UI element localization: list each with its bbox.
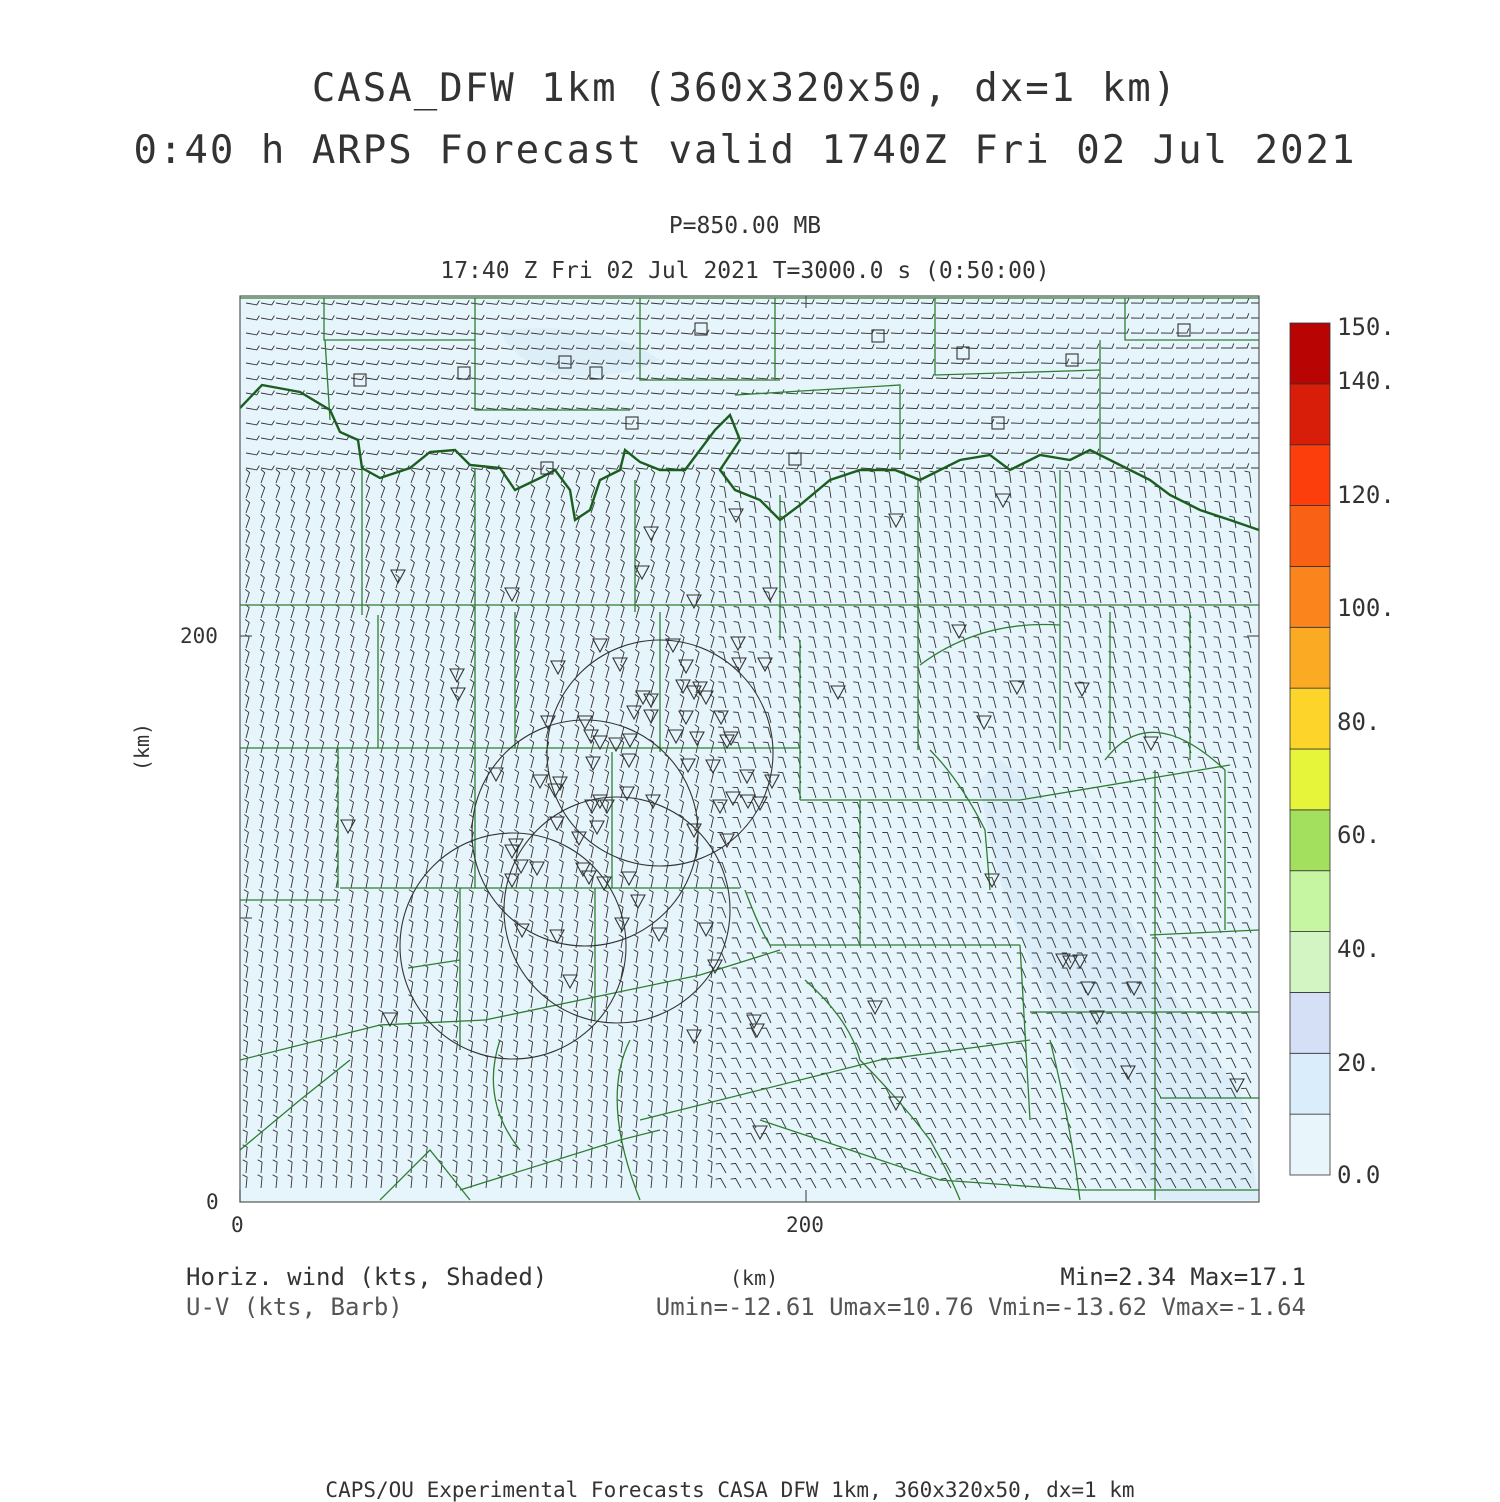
y-axis-label: (km) (130, 722, 155, 772)
colorbar-bin (1290, 992, 1330, 1053)
colorbar-bin (1290, 1053, 1330, 1114)
colorbar-label: 40. (1337, 935, 1381, 963)
colorbar-bin (1290, 323, 1330, 384)
footer-credit: CAPS/OU Experimental Forecasts CASA DFW 1km, 360x320x50, dx=1 km (325, 1478, 1135, 1502)
colorbar-label: 120. (1337, 481, 1395, 509)
colorbar-label: 60. (1337, 821, 1381, 849)
colorbar-label: 100. (1337, 594, 1395, 622)
colorbar-bin (1290, 871, 1330, 932)
map-title-line1: CASA_DFW 1km (360x320x50, dx=1 km) (311, 66, 1179, 111)
map-title-line2: 0:40 h ARPS Forecast valid 1740Z Fri 02 Jul 2021 (133, 128, 1357, 173)
y-tick-label: 0 (206, 1190, 219, 1214)
barb-description: U-V (kts, Barb) (186, 1293, 403, 1321)
x-tick-label: 200 (786, 1213, 824, 1237)
colorbar-bin (1290, 445, 1330, 506)
x-axis-label: (km) (730, 1266, 779, 1290)
colorbar-bin (1290, 384, 1330, 445)
colorbar-bin (1290, 932, 1330, 993)
colorbar-bin (1290, 506, 1330, 567)
colorbar-label: 150. (1337, 313, 1395, 341)
field-description: Horiz. wind (kts, Shaded) (186, 1263, 548, 1291)
colorbar-bin (1290, 1114, 1330, 1175)
colorbar-bin (1290, 688, 1330, 749)
colorbar-bin (1290, 627, 1330, 688)
uv-stats: Umin=-12.61 Umax=10.76 Vmin=-13.62 Vmax=-1.64 (655, 1293, 1306, 1321)
colorbar-bin (1290, 749, 1330, 810)
colorbar-label: 140. (1337, 367, 1395, 395)
x-tick-label: 0 (231, 1213, 244, 1237)
min-max-stats: Min=2.34 Max=17.1 (1060, 1263, 1306, 1291)
colorbar-bin (1290, 566, 1330, 627)
valid-time: 17:40 Z Fri 02 Jul 2021 T=3000.0 s (0:50:00) (440, 258, 1050, 284)
y-tick-label: 200 (180, 624, 218, 648)
colorbar-bin (1290, 810, 1330, 871)
colorbar-label: 80. (1337, 708, 1381, 736)
colorbar-label: 20. (1337, 1049, 1381, 1077)
colorbar (1290, 323, 1330, 1175)
pressure-level: P=850.00 MB (668, 213, 822, 239)
colorbar-label: 0.0 (1337, 1161, 1381, 1189)
